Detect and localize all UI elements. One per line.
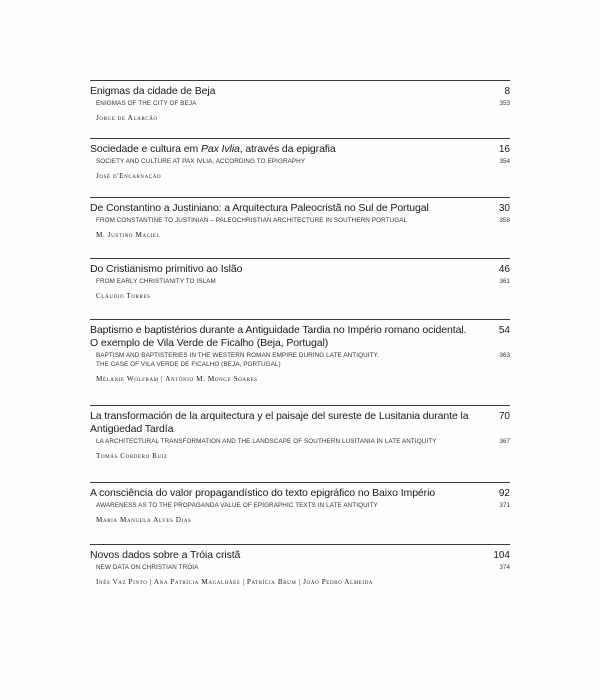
entry-subtitle: SOCIETY AND CULTURE AT PAX IVLIA, ACCORDING TO EPIGRAPHY [96, 158, 306, 165]
entry-page-number: 30 [498, 203, 510, 214]
toc-entry[interactable] [90, 405, 510, 482]
entry-subtitle-page: 354 [499, 158, 510, 165]
entry-subtitle: BAPTISM AND BAPTISTERIES IN THE WESTERN ROMAN EMPIRE DURING LATE ANTIQUITY. [96, 352, 379, 359]
entry-author: Mélanie Wolfram | António M. Monge Soares [96, 375, 258, 383]
entry-author: José d'Encarnação [96, 172, 162, 180]
entry-subtitle: ENIGMAS OF THE CITY OF BEJA [96, 100, 197, 107]
entry-page-number: 92 [498, 488, 510, 499]
entry-page-number: 54 [498, 325, 510, 336]
entry-title[interactable] [90, 202, 510, 215]
entry-subtitle-page: 374 [499, 564, 510, 571]
entry-author: Inês Vaz Pinto | Ana Patrícia Magalhães | Patrícia Brum | João Pedro Almeida [96, 578, 374, 586]
entry-author: Cláudio Torres [96, 292, 151, 300]
entry-subtitle: FROM EARLY CHRISTIANITY TO ISLAM [96, 278, 216, 285]
toc-entry[interactable] [90, 482, 510, 544]
entry-title-text: A consciência do valor propagandístico do texto epigráfico no Baixo Império [90, 487, 436, 499]
toc-entry[interactable] [90, 80, 510, 138]
entry-title-text: Enigmas da cidade de Beja [90, 85, 216, 97]
entry-page-number: 8 [504, 86, 510, 97]
entry-title[interactable] [90, 143, 510, 156]
table-of-contents [90, 80, 510, 599]
entry-subtitle-page: 361 [499, 278, 510, 285]
toc-entry[interactable] [90, 319, 510, 405]
entry-subtitle-page: 353 [499, 100, 510, 107]
entry-page-number: 104 [493, 550, 510, 561]
entry-subtitle: THE CASE OF VILA VERDE DE FICALHO (BEJA, PORTUGAL) [96, 361, 281, 368]
entry-subtitle-page: 367 [499, 438, 510, 445]
entry-subtitle-page: 371 [499, 502, 510, 509]
entry-title-text: Sociedade e cultura em [90, 143, 201, 155]
entry-title-text: La transformación de la arquitectura y el paisaje del sureste de Lusitania durante la Antigüedad Tardía [90, 410, 469, 435]
entry-subtitle: AWARENESS AS TO THE PROPAGANDA VALUE OF EPIGRAPHIC TEXTS IN LATE ANTIQUITY [96, 502, 378, 509]
entry-subtitle-page: 363 [499, 352, 510, 359]
toc-entry[interactable] [90, 544, 510, 599]
toc-entry[interactable] [90, 138, 510, 197]
entry-subtitle-page: 358 [499, 217, 510, 224]
entry-author: Jorge de Alarcão [96, 114, 158, 122]
entry-author: Maria Manuela Alves Dias [96, 516, 192, 524]
entry-title[interactable] [90, 324, 510, 350]
entry-title-text: Novos dados sobre a Tróia cristã [90, 549, 241, 561]
entry-title-text: Do Cristianismo primitivo ao Islão [90, 263, 243, 275]
entry-title[interactable] [90, 549, 510, 562]
entry-title-italic: Pax Ivlia [200, 143, 240, 155]
entry-title-text: Baptismo e baptistérios durante a Antiguidade Tardia no Império romano ocidental. O exemplo de Vila Verde de Ficalho (Beja, Portugal) [90, 324, 467, 349]
entry-title-rest: , através da epigrafia [239, 143, 336, 155]
toc-entry[interactable] [90, 258, 510, 319]
entry-page-number: 46 [498, 264, 510, 275]
entry-title[interactable] [90, 263, 510, 276]
entry-author: M. Justino Maciel [96, 231, 161, 239]
toc-entry[interactable] [90, 197, 510, 258]
entry-subtitle: LA ARCHITECTURAL TRANSFORMATION AND THE LANDSCAPE OF SOUTHERN LUSITANIA IN LATE ANTIQUITY [96, 438, 437, 445]
entry-title[interactable] [90, 410, 510, 436]
entry-subtitle: NEW DATA ON CHRISTIAN TRÓIA [96, 564, 199, 571]
entry-author: Tomás Cordero Ruiz [96, 452, 168, 460]
entry-page-number: 16 [498, 144, 510, 155]
entry-subtitle: FROM CONSTANTINE TO JUSTINIAN – PALEOCHRISTIAN ARCHITECTURE IN SOUTHERN PORTUGAL [96, 217, 408, 224]
entry-title[interactable] [90, 487, 510, 500]
entry-page-number: 70 [498, 411, 510, 422]
entry-title[interactable] [90, 85, 510, 98]
entry-title-text: De Constantino a Justiniano: a Arquitectura Paleocristã no Sul de Portugal [90, 202, 429, 214]
